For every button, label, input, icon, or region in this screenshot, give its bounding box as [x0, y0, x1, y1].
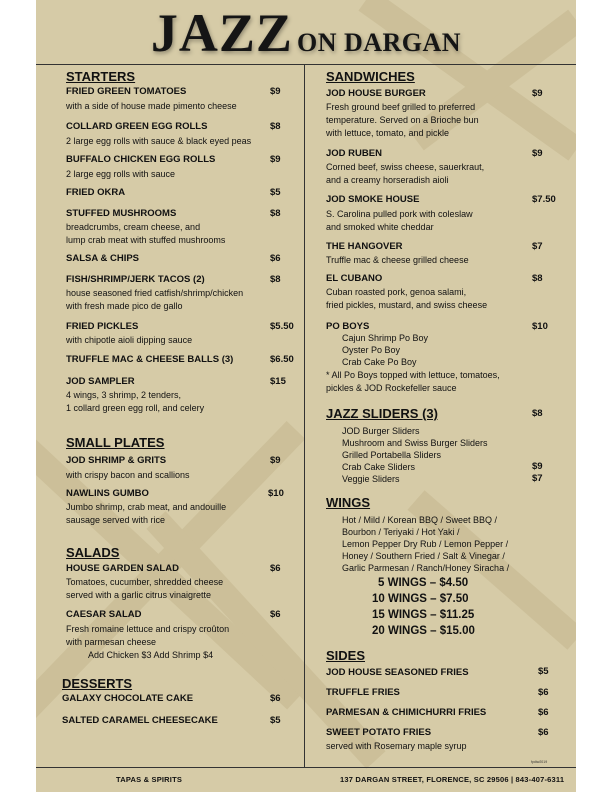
item-price: $7.50: [532, 194, 556, 205]
section-heading-starters: STARTERS: [66, 69, 136, 84]
restaurant-logo: [36, 2, 576, 64]
wing-flavors: Hot / Mild / Korean BBQ / Sweet BBQ /: [342, 515, 498, 525]
item-name: GALAXY CHOCOLATE CAKE: [62, 693, 194, 704]
salad-addons: Add Chicken $3 Add Shrimp $4: [88, 650, 214, 660]
section-heading-salads: SALADS: [66, 545, 120, 560]
logo-word-jazz: JAZZ: [150, 3, 293, 63]
item-description: 2 large egg rolls with sauce: [66, 169, 176, 179]
item-price: $8: [532, 273, 543, 284]
item-name: FISH/SHRIMP/JERK TACOS (2): [66, 274, 205, 285]
footer-tagline: TAPAS & SPIRITS: [116, 775, 183, 784]
item-price: $6.50: [270, 354, 294, 365]
item-description: house seasoned fried catfish/shrimp/chicken: [66, 288, 244, 298]
item-description: Corned beef, swiss cheese, sauerkraut,: [326, 162, 485, 172]
item-name: CAESAR SALAD: [66, 609, 142, 620]
item-price: $15: [270, 376, 286, 387]
po-boy-option: Cajun Shrimp Po Boy: [342, 333, 429, 343]
item-description: Fresh romaine lettuce and crispy croûton: [66, 624, 230, 634]
item-name: STUFFED MUSHROOMS: [66, 208, 177, 219]
item-name: PARMESAN & CHIMICHURRI FRIES: [326, 707, 487, 718]
wing-price-option: 20 WINGS – $15.00: [372, 625, 475, 637]
item-price: $10: [268, 488, 284, 499]
item-description: with lettuce, tomato, and pickle: [326, 128, 450, 138]
item-name: BUFFALO CHICKEN EGG ROLLS: [66, 154, 216, 165]
wing-flavors: Garlic Parmesan / Ranch/Honey Siracha /: [342, 563, 510, 573]
section-heading-sides: SIDES: [326, 648, 366, 663]
item-name: TRUFFLE FRIES: [326, 687, 400, 698]
item-price: $6: [270, 253, 281, 264]
menu-page: [36, 0, 576, 792]
item-description: with fresh made pico de gallo: [66, 301, 183, 311]
slider-option: Mushroom and Swiss Burger Sliders: [342, 438, 488, 448]
item-name: HOUSE GARDEN SALAD: [66, 563, 179, 574]
item-price: $8: [270, 121, 281, 132]
item-description: breadcrumbs, cream cheese, and: [66, 222, 201, 232]
item-name: JOD SHRIMP & GRITS: [66, 455, 167, 466]
item-name: THE HANGOVER: [326, 241, 403, 252]
wing-price-option: 15 WINGS – $11.25: [372, 609, 475, 621]
item-description: Tomatoes, cucumber, shredded cheese: [66, 577, 224, 587]
item-price: $6: [538, 687, 549, 698]
item-name: JOD HOUSE SEASONED FRIES: [326, 667, 469, 678]
slider-price: $7: [532, 473, 543, 484]
item-name: PO BOYS: [326, 321, 370, 332]
sliders-price: $8: [532, 408, 543, 419]
item-price: $6: [270, 693, 281, 704]
item-description: with parmesan cheese: [66, 637, 157, 647]
item-price: $5: [270, 715, 281, 726]
po-boy-option: Oyster Po Boy: [342, 345, 401, 355]
print-stamp: fpdtw2019: [531, 760, 548, 764]
section-heading-desserts: DESSERTS: [62, 676, 133, 691]
wing-price-option: 5 WINGS – $4.50: [378, 577, 469, 589]
item-price: $6: [270, 609, 281, 620]
item-description: with chipotle aioli dipping sauce: [66, 335, 193, 345]
item-name: JOD RUBEN: [326, 148, 382, 159]
wing-flavors: Lemon Pepper Dry Rub / Lemon Pepper /: [342, 539, 509, 549]
item-name: FRIED PICKLES: [66, 321, 139, 332]
po-boy-option: Crab Cake Po Boy: [342, 357, 417, 367]
column-divider: [304, 64, 305, 767]
item-name: JOD SMOKE HOUSE: [326, 194, 420, 205]
item-description: and a creamy horseradish aioli: [326, 175, 449, 185]
slider-option: Crab Cake Sliders: [342, 462, 416, 472]
wing-price-option: 10 WINGS – $7.50: [372, 593, 469, 605]
item-description: 2 large egg rolls with sauce & black eyed peas: [66, 136, 252, 146]
item-description: 4 wings, 3 shrimp, 2 tenders,: [66, 390, 182, 400]
item-price: $9: [532, 88, 543, 99]
section-heading-small-plates: SMALL PLATES: [66, 435, 165, 450]
item-price: $7: [532, 241, 543, 252]
section-heading-wings: WINGS: [326, 495, 371, 510]
item-price: $6: [270, 563, 281, 574]
item-name: SWEET POTATO FRIES: [326, 727, 432, 738]
slider-price: $9: [532, 461, 543, 472]
wing-flavors: Bourbon / Teriyaki / Hot Yaki /: [342, 527, 460, 537]
footer-address-phone: 137 DARGAN STREET, FLORENCE, SC 29506 | 843-407-6311: [340, 775, 565, 784]
item-price: $6: [538, 707, 549, 718]
item-name: NAWLINS GUMBO: [66, 488, 149, 499]
item-price: $6: [538, 727, 549, 738]
item-description: and smoked white cheddar: [326, 222, 434, 232]
section-heading-jazz-sliders: JAZZ SLIDERS (3): [326, 406, 438, 421]
item-price: $5: [538, 666, 549, 677]
po-boy-note: pickles & JOD Rockefeller sauce: [326, 383, 457, 393]
item-price: $9: [532, 148, 543, 159]
bottom-divider: [36, 767, 576, 768]
item-price: $10: [532, 321, 548, 332]
item-price: $5: [270, 187, 281, 198]
item-description: served with a garlic citrus vinaigrette: [66, 590, 212, 600]
item-description: fried pickles, mustard, and swiss cheese: [326, 300, 488, 310]
item-description: Jumbo shrimp, crab meat, and andouille: [66, 502, 227, 512]
section-heading-sandwiches: SANDWICHES: [326, 69, 415, 84]
item-description: S. Carolina pulled pork with coleslaw: [326, 209, 473, 219]
item-name: EL CUBANO: [326, 273, 383, 284]
item-name: FRIED OKRA: [66, 187, 126, 198]
item-description: with crispy bacon and scallions: [66, 470, 190, 480]
item-price: $9: [270, 154, 281, 165]
item-description: Truffle mac & cheese grilled cheese: [326, 255, 469, 265]
item-description: lump crab meat with stuffed mushrooms: [66, 235, 226, 245]
item-price: $5.50: [270, 321, 294, 332]
slider-option: Grilled Portabella Sliders: [342, 450, 442, 460]
wing-flavors: Honey / Southern Fried / Salt & Vinegar /: [342, 551, 505, 561]
slider-option: Veggie Sliders: [342, 474, 400, 484]
item-description: served with Rosemary maple syrup: [326, 741, 467, 751]
item-description: sausage served with rice: [66, 515, 166, 525]
item-name: TRUFFLE MAC & CHEESE BALLS (3): [66, 354, 234, 365]
item-name: COLLARD GREEN EGG ROLLS: [66, 121, 208, 132]
item-description: with a side of house made pimento cheese: [66, 101, 237, 111]
item-name: JOD SAMPLER: [66, 376, 135, 387]
item-price: $8: [270, 208, 281, 219]
po-boy-note: * All Po Boys topped with lettuce, tomatoes,: [326, 370, 500, 380]
logo-word-on-dargan: ON DARGAN: [296, 28, 462, 57]
slider-option: JOD Burger Sliders: [342, 426, 420, 436]
item-description: temperature. Served on a Brioche bun: [326, 115, 479, 125]
item-description: 1 collard green egg roll, and celery: [66, 403, 205, 413]
item-price: $9: [270, 455, 281, 466]
item-name: SALTED CARAMEL CHEESECAKE: [62, 715, 218, 726]
item-description: Fresh ground beef grilled to preferred: [326, 102, 476, 112]
item-price: $8: [270, 274, 281, 285]
item-description: Cuban roasted pork, genoa salami,: [326, 287, 467, 297]
top-divider: [36, 64, 576, 65]
item-name: JOD HOUSE BURGER: [326, 88, 426, 99]
item-name: FRIED GREEN TOMATOES: [66, 86, 187, 97]
item-name: SALSA & CHIPS: [66, 253, 140, 264]
item-price: $9: [270, 86, 281, 97]
